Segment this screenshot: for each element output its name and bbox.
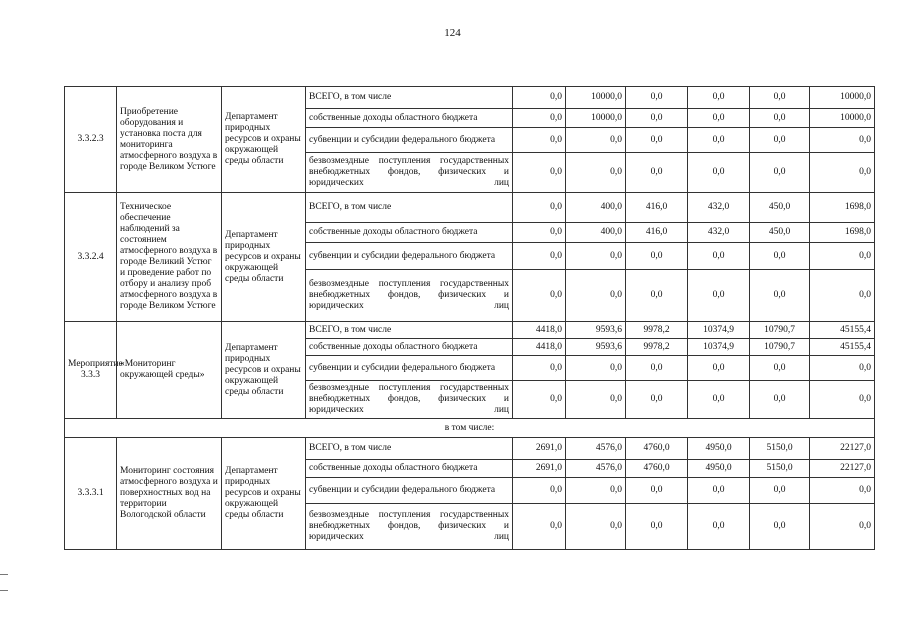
value-cell: 5150,0 <box>750 438 810 460</box>
value-cell: 0,0 <box>566 128 626 153</box>
value-cell: 5150,0 <box>750 460 810 478</box>
value-cell: 45155,4 <box>810 339 875 356</box>
row-department: Департамент природных ресурсов и охраны окружающей среды области <box>222 438 306 550</box>
row-code: 3.3.2.3 <box>65 87 117 193</box>
source-cell: безвозмездные поступления государственных внебюджетных фондов, физических и юридических лиц <box>306 153 513 193</box>
value-cell: 4418,0 <box>513 322 566 339</box>
value-cell: 0,0 <box>566 381 626 419</box>
value-cell: 0,0 <box>513 478 566 504</box>
value-cell: 416,0 <box>626 193 688 223</box>
value-cell: 450,0 <box>750 223 810 243</box>
source-cell: ВСЕГО, в том числе <box>306 438 513 460</box>
value-cell: 0,0 <box>750 504 810 550</box>
value-cell: 0,0 <box>626 153 688 193</box>
value-cell: 0,0 <box>566 356 626 381</box>
value-cell: 0,0 <box>750 356 810 381</box>
value-cell: 0,0 <box>750 87 810 109</box>
value-cell: 0,0 <box>750 109 810 128</box>
table-row <box>65 438 875 460</box>
value-cell: 0,0 <box>513 223 566 243</box>
value-cell: 0,0 <box>513 128 566 153</box>
value-cell: 9593,6 <box>566 322 626 339</box>
row-name: Мониторинг состояния атмосферного воздуха и поверхностных вод на территории Вологодской области <box>117 438 222 550</box>
source-cell: ВСЕГО, в том числе <box>306 193 513 223</box>
row-code: Мероприятие 3.3.3 <box>65 322 117 419</box>
value-cell: 400,0 <box>566 223 626 243</box>
sub-caption: в том числе: <box>65 419 875 438</box>
value-cell: 45155,4 <box>810 322 875 339</box>
value-cell: 432,0 <box>688 193 750 223</box>
table-row <box>65 322 875 339</box>
value-cell: 0,0 <box>513 153 566 193</box>
value-cell: 0,0 <box>626 128 688 153</box>
value-cell: 0,0 <box>750 243 810 270</box>
row-name: «Мониторинг окружающей среды» <box>117 322 222 419</box>
value-cell: 0,0 <box>566 243 626 270</box>
source-cell: безвозмездные поступления государственных внебюджетных фондов, физических и юридических лиц <box>306 381 513 419</box>
value-cell: 4760,0 <box>626 438 688 460</box>
source-cell: собственные доходы областного бюджета <box>306 223 513 243</box>
source-cell: собственные доходы областного бюджета <box>306 109 513 128</box>
source-cell: субвенции и субсидии федерального бюджета <box>306 356 513 381</box>
margin-mark <box>0 590 8 591</box>
value-cell: 10374,9 <box>688 322 750 339</box>
value-cell: 0,0 <box>688 109 750 128</box>
value-cell: 4950,0 <box>688 438 750 460</box>
value-cell: 0,0 <box>626 356 688 381</box>
value-cell: 0,0 <box>750 478 810 504</box>
row-department: Департамент природных ресурсов и охраны окружающей среды области <box>222 87 306 193</box>
row-name: Техническое обеспечение наблюдений за состоянием атмосферного воздуха в городе Великий Устюг и проведение работ по отбору и анализу проб атмосферного воздуха в городе Великом Устюге <box>117 193 222 322</box>
value-cell: 0,0 <box>513 87 566 109</box>
value-cell: 0,0 <box>810 504 875 550</box>
value-cell: 400,0 <box>566 193 626 223</box>
source-cell: субвенции и субсидии федерального бюджета <box>306 243 513 270</box>
value-cell: 0,0 <box>750 153 810 193</box>
value-cell: 0,0 <box>810 381 875 419</box>
value-cell: 0,0 <box>688 356 750 381</box>
value-cell: 9978,2 <box>626 339 688 356</box>
value-cell: 0,0 <box>626 243 688 270</box>
source-cell: собственные доходы областного бюджета <box>306 339 513 356</box>
margin-mark <box>0 574 8 575</box>
source-cell: безвозмездные поступления государственных внебюджетных фондов, физических и юридических лиц <box>306 504 513 550</box>
source-cell: ВСЕГО, в том числе <box>306 87 513 109</box>
value-cell: 0,0 <box>566 153 626 193</box>
value-cell: 10000,0 <box>810 109 875 128</box>
value-cell: 4950,0 <box>688 460 750 478</box>
value-cell: 1698,0 <box>810 193 875 223</box>
value-cell: 0,0 <box>688 243 750 270</box>
value-cell: 4576,0 <box>566 460 626 478</box>
value-cell: 22127,0 <box>810 438 875 460</box>
row-code: 3.3.3.1 <box>65 438 117 550</box>
value-cell: 0,0 <box>810 270 875 322</box>
value-cell: 0,0 <box>566 478 626 504</box>
source-cell: собственные доходы областного бюджета <box>306 460 513 478</box>
value-cell: 10374,9 <box>688 339 750 356</box>
value-cell: 0,0 <box>626 504 688 550</box>
value-cell: 9978,2 <box>626 322 688 339</box>
value-cell: 10000,0 <box>566 87 626 109</box>
row-department: Департамент природных ресурсов и охраны окружающей среды области <box>222 193 306 322</box>
value-cell: 4418,0 <box>513 339 566 356</box>
value-cell: 4760,0 <box>626 460 688 478</box>
value-cell: 0,0 <box>810 153 875 193</box>
value-cell: 22127,0 <box>810 460 875 478</box>
value-cell: 0,0 <box>810 356 875 381</box>
value-cell: 0,0 <box>810 243 875 270</box>
value-cell: 1698,0 <box>810 223 875 243</box>
table-row <box>65 419 875 438</box>
source-cell: субвенции и субсидии федерального бюджета <box>306 478 513 504</box>
value-cell: 9593,6 <box>566 339 626 356</box>
page-number: 124 <box>444 27 461 39</box>
value-cell: 0,0 <box>626 381 688 419</box>
value-cell: 0,0 <box>688 87 750 109</box>
value-cell: 0,0 <box>626 270 688 322</box>
row-department: Департамент природных ресурсов и охраны окружающей среды области <box>222 322 306 419</box>
value-cell: 0,0 <box>626 109 688 128</box>
value-cell: 10790,7 <box>750 322 810 339</box>
value-cell: 0,0 <box>513 504 566 550</box>
value-cell: 0,0 <box>513 356 566 381</box>
value-cell: 0,0 <box>513 270 566 322</box>
value-cell: 0,0 <box>566 504 626 550</box>
source-cell: ВСЕГО, в том числе <box>306 322 513 339</box>
value-cell: 0,0 <box>810 478 875 504</box>
budget-table <box>64 86 875 550</box>
value-cell: 0,0 <box>750 381 810 419</box>
value-cell: 450,0 <box>750 193 810 223</box>
value-cell: 2691,0 <box>513 438 566 460</box>
value-cell: 0,0 <box>750 128 810 153</box>
value-cell: 0,0 <box>513 109 566 128</box>
value-cell: 0,0 <box>513 243 566 270</box>
value-cell: 10000,0 <box>810 87 875 109</box>
value-cell: 0,0 <box>688 153 750 193</box>
value-cell: 0,0 <box>513 381 566 419</box>
value-cell: 0,0 <box>566 270 626 322</box>
value-cell: 0,0 <box>750 270 810 322</box>
row-name: Приобретение оборудования и установка поста для мониторинга атмосферного воздуха в городе Великом Устюге <box>117 87 222 193</box>
value-cell: 0,0 <box>688 381 750 419</box>
value-cell: 4576,0 <box>566 438 626 460</box>
value-cell: 416,0 <box>626 223 688 243</box>
row-code: 3.3.2.4 <box>65 193 117 322</box>
value-cell: 2691,0 <box>513 460 566 478</box>
value-cell: 10790,7 <box>750 339 810 356</box>
value-cell: 0,0 <box>513 193 566 223</box>
table-row <box>65 87 875 109</box>
value-cell: 0,0 <box>688 478 750 504</box>
value-cell: 0,0 <box>688 128 750 153</box>
value-cell: 0,0 <box>688 504 750 550</box>
value-cell: 0,0 <box>810 128 875 153</box>
source-cell: безвозмездные поступления государственных внебюджетных фондов, физических и юридических лиц <box>306 270 513 322</box>
source-cell: субвенции и субсидии федерального бюджета <box>306 128 513 153</box>
value-cell: 0,0 <box>626 478 688 504</box>
value-cell: 10000,0 <box>566 109 626 128</box>
value-cell: 432,0 <box>688 223 750 243</box>
value-cell: 0,0 <box>688 270 750 322</box>
table-row <box>65 193 875 223</box>
value-cell: 0,0 <box>626 87 688 109</box>
